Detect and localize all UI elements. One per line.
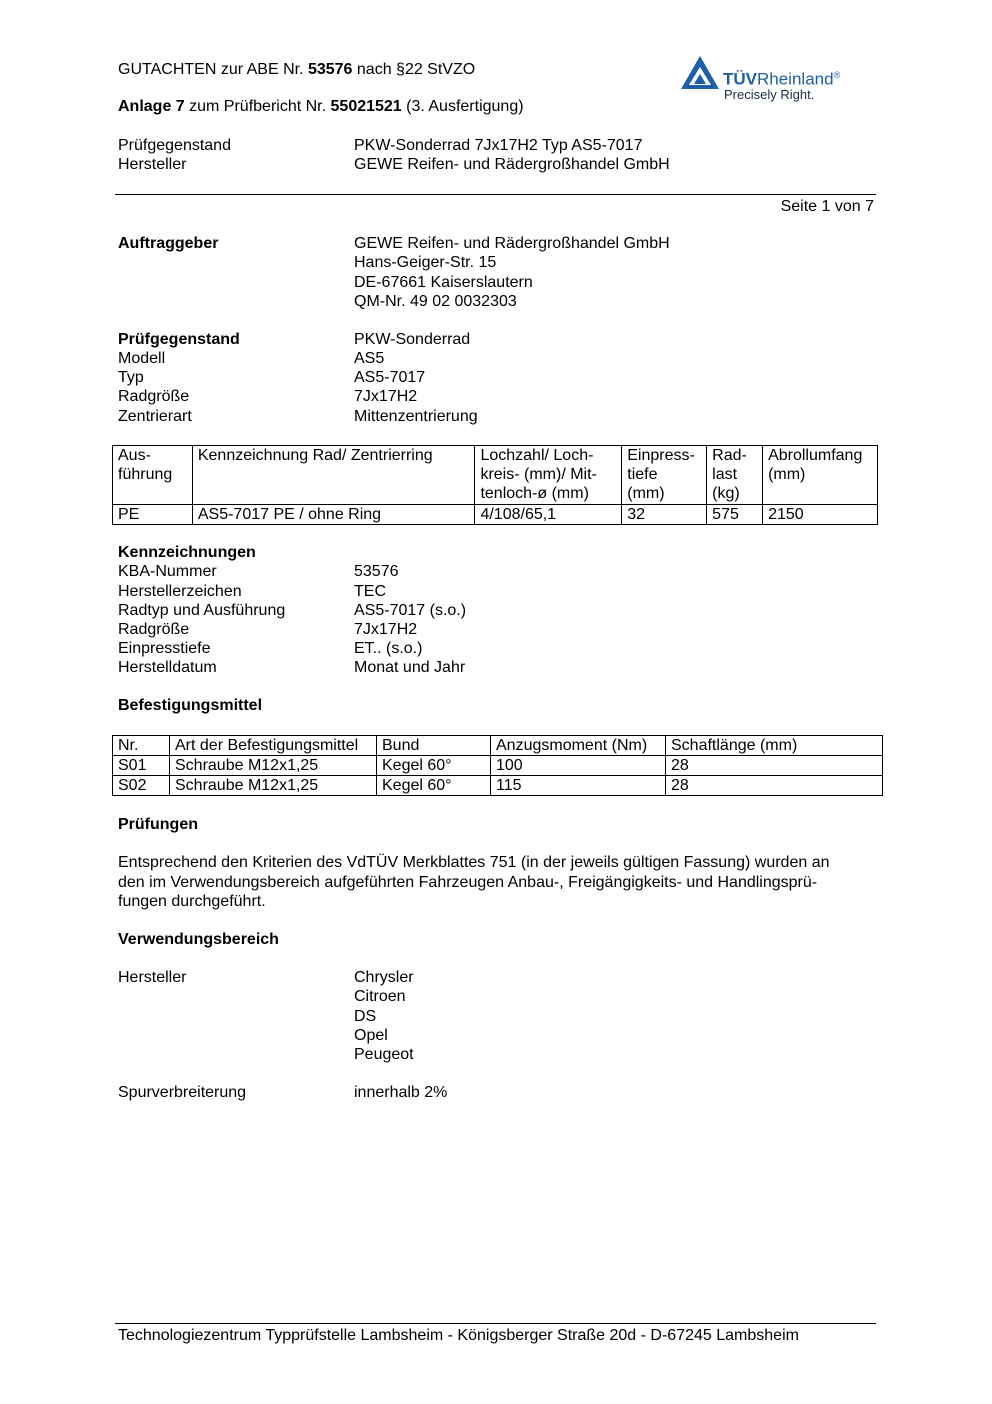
table-row — [113, 776, 883, 796]
usage-maker: Opel — [354, 1027, 388, 1044]
tests-heading: Prüfungen — [118, 816, 198, 833]
tests-text-line: Entsprechend den Kriterien des VdTÜV Merkblattes 751 (in der jeweils gültigen Fassung) wurden an — [118, 854, 830, 871]
markings-row: Radgröße 7Jx17H2 — [118, 621, 418, 638]
header-divider — [115, 194, 876, 195]
header-cell: Aus- führung — [113, 446, 193, 505]
client-line: Hans-Geiger-Str. 15 — [354, 254, 497, 271]
test-object-heading-row: Prüfgegenstand PKW-Sonderrad — [118, 331, 471, 348]
markings-row: Radtyp und Ausführung AS5-7017 (s.o.) — [118, 602, 467, 619]
test-object-row: Modell AS5 — [118, 350, 385, 367]
table-cell: 28 — [666, 776, 883, 796]
tests-text-line: fungen durchgeführt. — [118, 893, 266, 910]
test-object-row: Radgröße 7Jx17H2 — [118, 388, 418, 405]
table-cell: Kegel 60° — [377, 756, 491, 776]
table-cell: AS5-7017 PE / ohne Ring — [192, 505, 475, 525]
usage-maker: DS — [354, 1008, 377, 1025]
header-cell: Einpress- tiefe (mm) — [622, 446, 707, 505]
header-cell: Nr. — [113, 736, 170, 756]
header-cell: Bund — [377, 736, 491, 756]
table-header-row — [113, 736, 883, 756]
header-cell: Anzugsmoment (Nm) — [491, 736, 666, 756]
markings-heading: Kennzeichnungen — [118, 544, 256, 561]
table-cell: S01 — [113, 756, 170, 776]
fasteners-heading: Befestigungsmittel — [118, 697, 263, 714]
page-number: Seite 1 von 7 — [780, 198, 874, 215]
markings-row: Einpresstiefe ET.. (s.o.) — [118, 640, 423, 657]
fasteners-table — [112, 735, 883, 796]
header-cell: Schaftlänge (mm) — [666, 736, 883, 756]
test-object-row: Typ AS5-7017 — [118, 369, 426, 386]
header-cell: Rad- last (kg) — [707, 446, 763, 505]
logo-tagline: Precisely Right. — [724, 87, 815, 102]
table-cell: PE — [113, 505, 193, 525]
table-cell: Schraube M12x1,25 — [170, 776, 377, 796]
table-cell: 32 — [622, 505, 707, 525]
markings-row: Herstelldatum Monat und Jahr — [118, 659, 466, 676]
header-subject-row: Prüfgegenstand PKW-Sonderrad 7Jx17H2 Typ AS5-7017 — [118, 137, 643, 154]
header-maker-row: Hersteller GEWE Reifen- und Rädergroßhandel GmbH — [118, 156, 670, 173]
table-cell: Kegel 60° — [377, 776, 491, 796]
header-cell: Kennzeichnung Rad/ Zentrierring — [192, 446, 475, 505]
table-header-row — [113, 446, 878, 505]
tuv-triangle-icon — [680, 55, 720, 91]
usage-track-row: Spurverbreiterung innerhalb 2% — [118, 1084, 448, 1101]
table-row — [113, 756, 883, 776]
tests-text-line: den im Verwendungsbereich aufgeführten Fahrzeugen Anbau-, Freigängigkeits- und Handlingsprü- — [118, 874, 818, 891]
header-cell: Lochzahl/ Loch- kreis- (mm)/ Mit- tenloch-ø (mm) — [475, 446, 622, 505]
usage-maker-row: Hersteller Chrysler — [118, 969, 414, 986]
test-object-row: Zentrierart Mittenzentrierung — [118, 408, 478, 425]
footer-divider — [115, 1323, 876, 1324]
header-line-2: Anlage 7 zum Prüfbericht Nr. 55021521 (3. Ausfertigung) — [118, 98, 524, 115]
table-cell: 100 — [491, 756, 666, 776]
table-cell: S02 — [113, 776, 170, 796]
table-cell: 115 — [491, 776, 666, 796]
usage-maker: Citroen — [354, 988, 406, 1005]
table-cell: 28 — [666, 756, 883, 776]
table-cell: Schraube M12x1,25 — [170, 756, 377, 776]
markings-row: KBA-Nummer 53576 — [118, 563, 399, 580]
header-cell: Art der Befestigungsmittel — [170, 736, 377, 756]
usage-maker: Peugeot — [354, 1046, 414, 1063]
client-row: Auftraggeber GEWE Reifen- und Rädergroßhandel GmbH — [118, 235, 670, 252]
client-line: DE-67661 Kaiserslautern — [354, 274, 533, 291]
usage-heading: Verwendungsbereich — [118, 931, 279, 948]
table-cell: 2150 — [763, 505, 878, 525]
tuv-logo — [680, 55, 870, 103]
client-line: QM-Nr. 49 02 0032303 — [354, 293, 517, 310]
table-cell: 575 — [707, 505, 763, 525]
table-row — [113, 505, 878, 525]
footer-text: Technologiezentrum Typprüfstelle Lambsheim - Königsberger Straße 20d - D-67245 Lambsheim — [118, 1327, 799, 1344]
table-cell: 4/108/65,1 — [475, 505, 622, 525]
logo-brand: TÜVRheinland® — [723, 69, 841, 89]
header-line-1: GUTACHTEN zur ABE Nr. 53576 nach §22 StVZO — [118, 61, 476, 78]
header-cell: Abrollumfang (mm) — [763, 446, 878, 505]
markings-row: Herstellerzeichen TEC — [118, 583, 386, 600]
wheel-table — [112, 445, 878, 525]
